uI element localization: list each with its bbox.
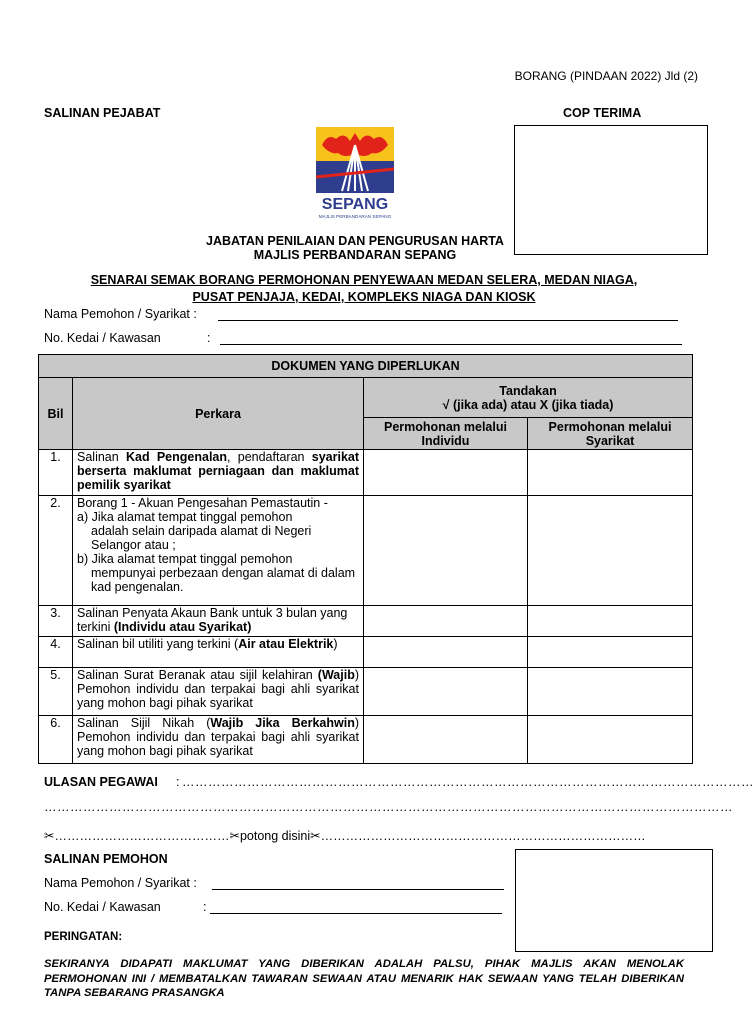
shop-no-colon: :	[207, 331, 211, 345]
cut-line: ✂……………………………………✂potong disini✂……………………………………………………………………	[44, 829, 646, 843]
scissors-icon: ✂	[229, 829, 240, 843]
table-row: 5. Salinan Surat Beranak atau sijil kelahiran (Wajib) Pemohon individu dan terpakai bagi ahli syarikat yang mohon bagi pihak syarikat	[39, 668, 693, 716]
council-name: MAJLIS PERBANDARAN SEPANG	[253, 248, 457, 262]
form-title-line2: PUSAT PENJAJA, KEDAI, KOMPLEKS NIAGA DAN KIOSK	[192, 290, 536, 304]
check-syarikat-1[interactable]	[528, 450, 693, 496]
col-header-tandakan: Tandakan √ (jika ada) atau X (jika tiada)	[364, 378, 693, 418]
council-logo	[314, 125, 396, 221]
form-code: BORANG (PINDAAN 2022) Jld (2)	[514, 69, 698, 83]
table-row: 2. Borang 1 - Akuan Pengesahan Pemastautin - a) Jika alamat tempat tinggal pemohon adalah selain daripada alamat di Negeri Selangor atau ; b) Jika alamat tempat tinggal pemohon mempunyai perbezaan dengan alamat di dalam kad pengenalan.	[39, 496, 693, 606]
col-header-syarikat: Permohonan melalui Syarikat	[528, 418, 693, 450]
scissors-icon: ✂	[44, 829, 55, 843]
office-copy-label: SALINAN PEJABAT	[44, 106, 161, 120]
applicant-name-label: Nama Pemohon / Syarikat :	[44, 307, 197, 321]
check-syarikat-3[interactable]	[528, 606, 693, 637]
check-individu-4[interactable]	[364, 637, 528, 668]
check-individu-5[interactable]	[364, 668, 528, 716]
applicant-stamp-box	[515, 849, 713, 952]
applicant-name-label-2: Nama Pemohon / Syarikat :	[44, 876, 197, 890]
check-syarikat-2[interactable]	[528, 496, 693, 606]
logo-emblem-icon	[314, 125, 396, 221]
check-individu-2[interactable]	[364, 496, 528, 606]
shop-no-field-2[interactable]	[210, 913, 502, 914]
shop-no-label-2: No. Kedai / Kawasan	[44, 900, 161, 914]
check-syarikat-4[interactable]	[528, 637, 693, 668]
department-name: JABATAN PENILAIAN DAN PENGURUSAN HARTA	[206, 234, 504, 248]
scissors-icon: ✂	[310, 829, 321, 843]
table-row: 6. Salinan Sijil Nikah (Wajib Jika Berkahwin) Pemohon individu dan terpakai bagi ahli syarikat yang mohon bagi pihak syarikat	[39, 716, 693, 764]
documents-table	[38, 354, 693, 764]
stamp-label: COP TERIMA	[563, 106, 642, 120]
col-header-perkara: Perkara	[73, 378, 364, 450]
remarks-colon: :	[176, 775, 180, 789]
table-row: 1. Salinan Kad Pengenalan, pendaftaran syarikat berserta maklumat perniagaan dan maklumat pemilik syarikat	[39, 450, 693, 496]
svg-text:MAJLIS PERBANDARAN SEPANG: MAJLIS PERBANDARAN SEPANG	[318, 214, 392, 219]
check-individu-3[interactable]	[364, 606, 528, 637]
shop-no-label: No. Kedai / Kawasan	[44, 331, 161, 345]
shop-no-field[interactable]	[220, 344, 682, 345]
warning-text: SEKIRANYA DIDAPATI MAKLUMAT YANG DIBERIKAN ADALAH PALSU, PIHAK MAJLIS AKAN MENOLAK PERMOHONAN INI / MEMBATALKAN TAWARAN SEWAAN ATAU MENARIK HAK SEWAAN YANG TELAH DIBERIKAN TANPA SEBARANG PRASANGKA	[44, 958, 684, 999]
table-row: 3. Salinan Penyata Akaun Bank untuk 3 bulan yang terkini (Individu atau Syarikat)	[39, 606, 693, 637]
col-header-individu: Permohonan melalui Individu	[364, 418, 528, 450]
remarks-field[interactable]: ……………………………………………………………………………………………………………………	[182, 775, 754, 789]
check-individu-1[interactable]	[364, 450, 528, 496]
check-syarikat-6[interactable]	[528, 716, 693, 764]
col-header-bil: Bil	[39, 378, 73, 450]
shop-no-colon-2: :	[203, 900, 207, 914]
applicant-name-field-2[interactable]	[212, 889, 504, 890]
table-row: 4. Salinan bil utiliti yang terkini (Air atau Elektrik)	[39, 637, 693, 668]
applicant-copy-label: SALINAN PEMOHON	[44, 852, 168, 866]
check-individu-6[interactable]	[364, 716, 528, 764]
svg-text:SEPANG: SEPANG	[321, 196, 389, 213]
warning-label: PERINGATAN:	[44, 931, 123, 943]
table-header-documents: DOKUMEN YANG DIPERLUKAN	[39, 355, 693, 378]
applicant-name-field[interactable]	[218, 320, 678, 321]
remarks-field-line2[interactable]: ……………………………………………………………………………………………………………………………………………	[44, 800, 733, 814]
form-title-line1: SENARAI SEMAK BORANG PERMOHONAN PENYEWAAN MEDAN SELERA, MEDAN NIAGA,	[90, 273, 638, 287]
check-syarikat-5[interactable]	[528, 668, 693, 716]
remarks-label: ULASAN PEGAWAI	[44, 775, 158, 789]
